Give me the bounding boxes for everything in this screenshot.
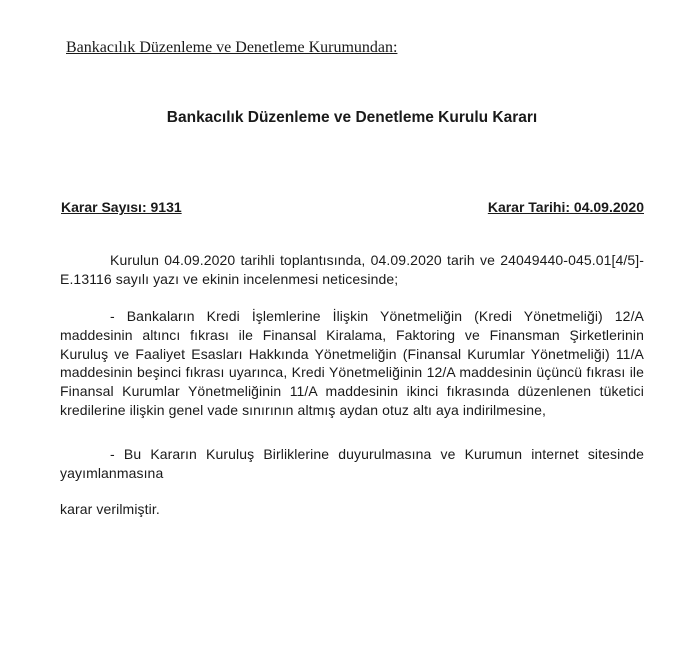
closing-line: karar verilmiştir.: [60, 501, 160, 517]
decision-number: Karar Sayısı: 9131: [61, 199, 182, 215]
decision-meta-row: [61, 199, 644, 216]
decision-item-loan-maturity: - Bankaların Kredi İşlemlerine İlişkin Yönetmeliğin (Kredi Yönetmeliği) 12/A maddesinin altıncı fıkrası ile Finansal Kiralama, Faktoring ve Finansman Şirketlerinin Kuruluş ve Faaliyet Esasları Hakkında Yönetmeliğin (Finansal Kurumlar Yönetmeliği) 11/A maddesinin beşinci fıkrası uyarınca, Kredi Yönetmeliğinin 12/A maddesinin üçüncü fıkrası ile Finansal Kurumlar Yönetmeliğinin 11/A maddesinin ikinci fıkrasında düzenlenen tüketici kredilerine ilişkin genel vade sınırının altmış aydan otuz altı aya indirilmesine,: [60, 308, 644, 418]
decision-title: Bankacılık Düzenleme ve Denetleme Kurulu Kararı: [166, 109, 538, 126]
intro-paragraph: Kurulun 04.09.2020 tarihli toplantısında, 04.09.2020 tarih ve 24049440-045.01[4/5]-E.13116 sayılı yazı ve ekinin incelenmesi neticesinde;: [60, 252, 644, 287]
agency-heading: Bankacılık Düzenleme ve Denetleme Kurumundan:: [66, 39, 398, 56]
decision-date: Karar Tarihi: 04.09.2020: [487, 199, 644, 215]
decision-item-publication: - Bu Kararın Kuruluş Birliklerine duyurulmasına ve Kurumun internet sitesinde yayımlanmasına: [60, 446, 644, 481]
